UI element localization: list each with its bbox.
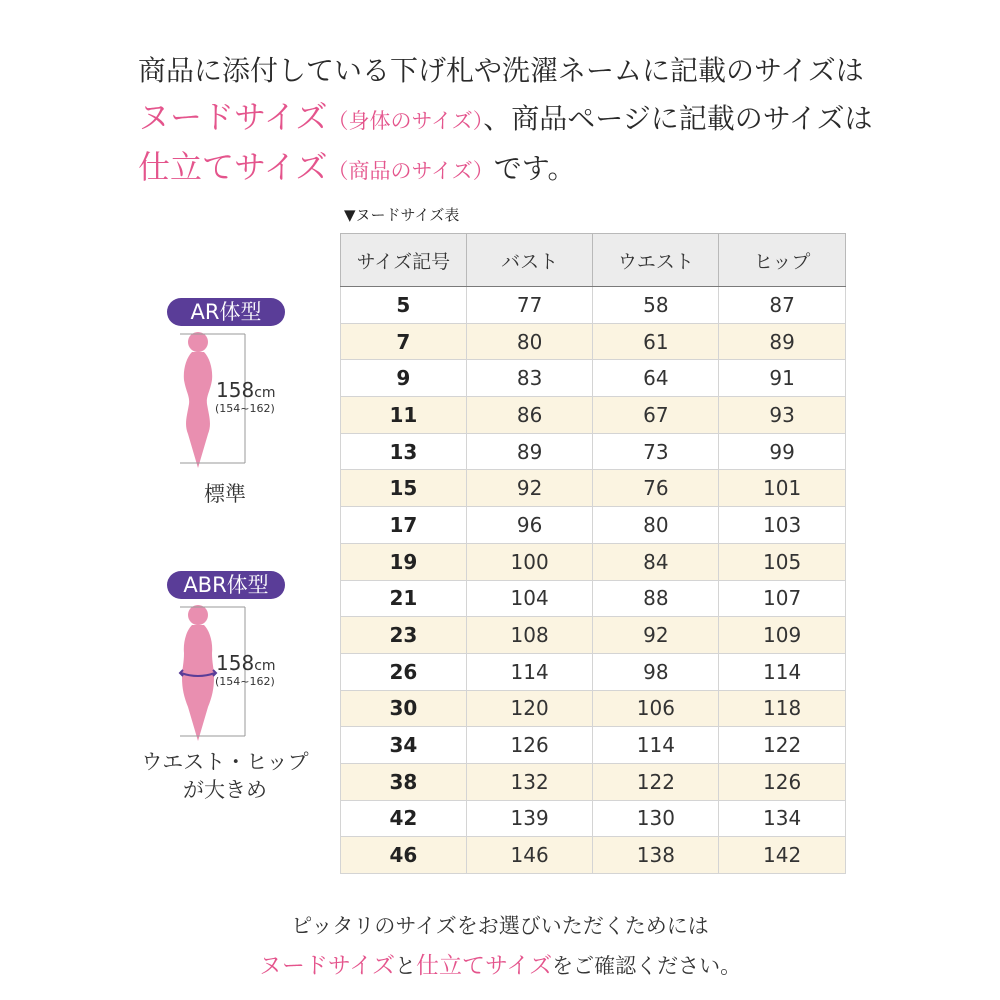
ar-type-label: 標準 <box>204 482 246 506</box>
hip-cell: 103 <box>719 507 846 544</box>
table-row <box>341 433 846 470</box>
size-code-cell: 19 <box>341 543 467 580</box>
table-row <box>341 837 846 874</box>
waist-cell: 92 <box>593 617 719 654</box>
table-row <box>341 323 846 360</box>
footer-nude-size: ヌードサイズ <box>258 953 395 979</box>
table-row <box>341 690 846 727</box>
header-hip: ヒップ <box>719 234 846 287</box>
footer-and: と <box>395 954 416 978</box>
size-code-cell: 21 <box>341 580 467 617</box>
intro-line-1: 商品に添付している下げ札や洗濯ネームに記載のサイズは <box>138 54 864 87</box>
waist-cell: 106 <box>593 690 719 727</box>
abr-height-range: (154~162) <box>215 675 275 688</box>
nude-size-term: ヌードサイズ <box>138 98 328 136</box>
hip-cell: 134 <box>719 800 846 837</box>
table-row <box>341 397 846 434</box>
waist-cell: 80 <box>593 507 719 544</box>
waist-cell: 114 <box>593 727 719 764</box>
size-code-cell: 13 <box>341 433 467 470</box>
bust-cell: 126 <box>466 727 593 764</box>
size-code-cell: 7 <box>341 323 467 360</box>
abr-type-badge: ABR体型 <box>167 571 285 599</box>
bust-cell: 114 <box>466 653 593 690</box>
abr-height-value: 158 <box>216 651 255 675</box>
size-code-cell: 17 <box>341 507 467 544</box>
bust-cell: 80 <box>466 323 593 360</box>
hip-cell: 105 <box>719 543 846 580</box>
hip-cell: 114 <box>719 653 846 690</box>
intro-line-2 <box>138 94 978 144</box>
abr-height-unit: cm <box>254 658 276 674</box>
bust-cell: 120 <box>466 690 593 727</box>
table-row <box>341 360 846 397</box>
footer-line-2 <box>0 946 1000 986</box>
size-code-cell: 30 <box>341 690 467 727</box>
hip-cell: 107 <box>719 580 846 617</box>
size-code-cell: 42 <box>341 800 467 837</box>
hip-cell: 118 <box>719 690 846 727</box>
waist-cell: 138 <box>593 837 719 874</box>
nude-size-table <box>340 233 846 874</box>
header-size-code: サイズ記号 <box>341 234 467 287</box>
hip-cell: 87 <box>719 287 846 324</box>
finish-size-term: 仕立てサイズ <box>138 148 328 186</box>
table-row <box>341 727 846 764</box>
table-row <box>341 763 846 800</box>
size-code-cell: 46 <box>341 837 467 874</box>
bust-cell: 89 <box>466 433 593 470</box>
size-code-cell: 38 <box>341 763 467 800</box>
hip-cell: 99 <box>719 433 846 470</box>
abr-type-label <box>140 748 310 804</box>
bust-cell: 146 <box>466 837 593 874</box>
size-code-cell: 15 <box>341 470 467 507</box>
table-row <box>341 470 846 507</box>
ar-type-badge: AR体型 <box>167 298 285 326</box>
waist-cell: 67 <box>593 397 719 434</box>
ar-height <box>216 378 276 402</box>
footer-rest: をご確認ください。 <box>552 954 742 978</box>
ar-height-range: (154~162) <box>215 402 275 415</box>
bust-cell: 83 <box>466 360 593 397</box>
table-row <box>341 617 846 654</box>
footer-line-1: ピッタリのサイズをお選びいただくためには <box>291 914 709 938</box>
intro-text <box>138 48 978 194</box>
bust-cell: 139 <box>466 800 593 837</box>
table-header-row <box>341 234 846 287</box>
bust-cell: 108 <box>466 617 593 654</box>
waist-cell: 84 <box>593 543 719 580</box>
abr-height <box>216 651 276 675</box>
size-code-cell: 9 <box>341 360 467 397</box>
table-row <box>341 287 846 324</box>
bust-cell: 77 <box>466 287 593 324</box>
hip-cell: 101 <box>719 470 846 507</box>
table-row <box>341 580 846 617</box>
nude-size-note: （身体のサイズ） <box>327 109 484 133</box>
hip-cell: 109 <box>719 617 846 654</box>
footer-note <box>0 906 1000 986</box>
size-code-cell: 34 <box>341 727 467 764</box>
table-row <box>341 543 846 580</box>
header-waist: ウエスト <box>593 234 719 287</box>
ar-height-unit: cm <box>254 385 276 401</box>
table-body <box>341 287 846 874</box>
table-caption: ▼ヌードサイズ表 <box>344 206 460 224</box>
header-bust: バスト <box>466 234 593 287</box>
waist-cell: 73 <box>593 433 719 470</box>
hip-cell: 91 <box>719 360 846 397</box>
waist-cell: 122 <box>593 763 719 800</box>
size-code-cell: 5 <box>341 287 467 324</box>
table-row <box>341 800 846 837</box>
intro-line-3-rest: です。 <box>493 152 576 185</box>
abr-label-line-1: ウエスト・ヒップ <box>141 750 309 774</box>
finish-size-note: （商品のサイズ） <box>327 159 494 183</box>
intro-line-3 <box>138 144 978 194</box>
bust-cell: 86 <box>466 397 593 434</box>
bust-cell: 92 <box>466 470 593 507</box>
footer-finish-size: 仕立てサイズ <box>416 953 553 979</box>
intro-line-2-rest: 、商品ページに記載のサイズは <box>483 102 873 135</box>
size-code-cell: 26 <box>341 653 467 690</box>
hip-cell: 126 <box>719 763 846 800</box>
table-row <box>341 507 846 544</box>
bust-cell: 96 <box>466 507 593 544</box>
waist-cell: 64 <box>593 360 719 397</box>
waist-cell: 88 <box>593 580 719 617</box>
bust-cell: 104 <box>466 580 593 617</box>
bust-cell: 132 <box>466 763 593 800</box>
size-code-cell: 23 <box>341 617 467 654</box>
waist-cell: 130 <box>593 800 719 837</box>
ar-height-value: 158 <box>216 378 255 402</box>
waist-cell: 76 <box>593 470 719 507</box>
table-row <box>341 653 846 690</box>
waist-cell: 61 <box>593 323 719 360</box>
waist-cell: 58 <box>593 287 719 324</box>
hip-cell: 89 <box>719 323 846 360</box>
waist-cell: 98 <box>593 653 719 690</box>
hip-cell: 142 <box>719 837 846 874</box>
hip-cell: 122 <box>719 727 846 764</box>
bust-cell: 100 <box>466 543 593 580</box>
size-code-cell: 11 <box>341 397 467 434</box>
abr-label-line-2: が大きめ <box>183 778 267 802</box>
hip-cell: 93 <box>719 397 846 434</box>
